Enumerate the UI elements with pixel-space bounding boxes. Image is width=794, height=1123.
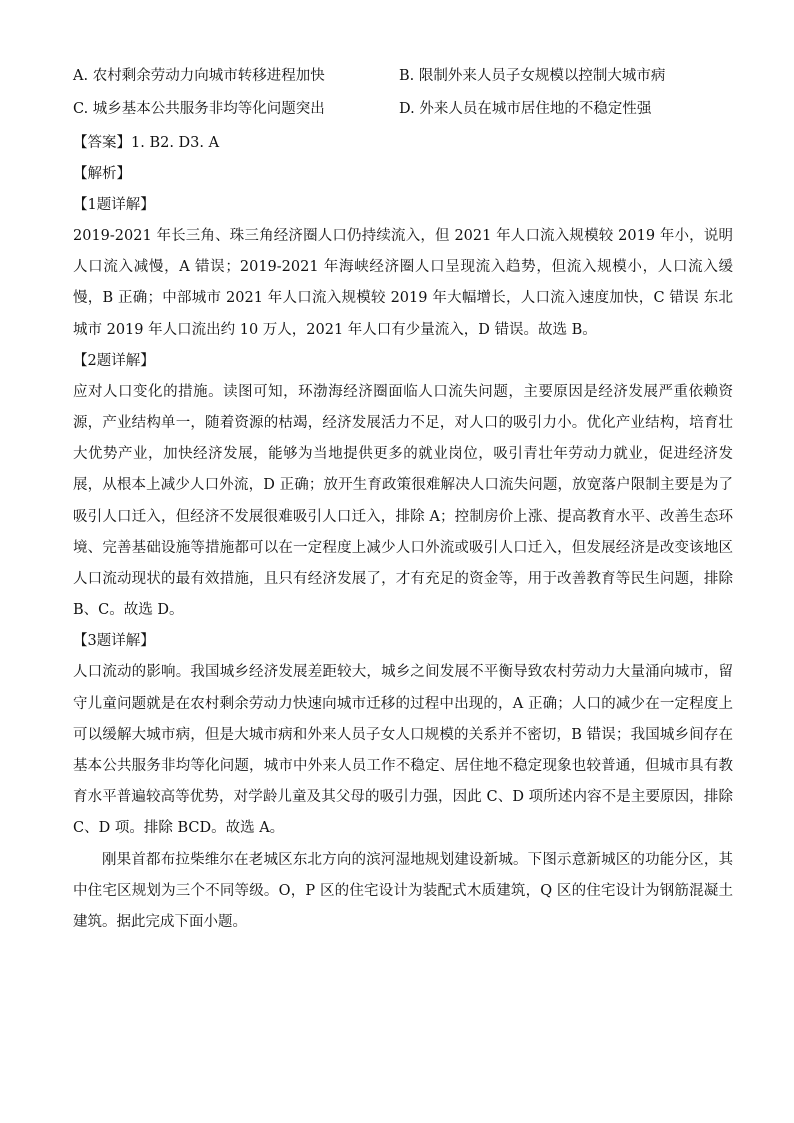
q1-explanation: 2019-2021 年长三角、珠三角经济圈人口仍持续流入，但 2021 年人口流入规模较 2019 年小，说明人口流入减慢，A 错误；2019-2021 年海峡经济圈人口呈现流入趋势，但流入规模小，人口流入缓慢，B 正确；中部城市 2021 年人口流入规模较 2019 年大幅增长，人口流入速度加快，C 错误 东北城市 2019 年人口流出约 10 万人，2021 年人口有少量流入，D 错误。故选 B。 [73, 228, 733, 338]
analysis-heading: 【解析】 [73, 166, 131, 182]
q2-heading: 【2题详解】 [73, 352, 155, 369]
options-row-2 [73, 97, 733, 130]
options-row-1 [73, 64, 733, 97]
answer-line: 【答案】1. B2. D3. A [73, 135, 220, 151]
option-a: A. 农村剩余劳动力向城市转移进程加快 [73, 68, 325, 84]
option-c: C. 城乡基本公共服务非均等化问题突出 [73, 101, 325, 117]
option-b: B. 限制外来人员子女规模以控制大城市病 [399, 68, 666, 84]
option-d: D. 外来人员在城市居住地的不稳定性强 [399, 101, 652, 117]
q3-heading: 【3题详解】 [73, 633, 155, 650]
q3-explanation: 人口流动的影响。我国城乡经济发展差距较大，城乡之间发展不平衡导致农村劳动力大量涌向城市，留守儿童问题就是在农村剩余劳动力快速向城市迁移的过程中出现的，A 正确；人口的减少在一定程度上可以缓解大城市病，但是大城市病和外来人员子女人口规模的关系并不密切，B 错误；我国城乡间存在基本公共服务非均等化问题，城市中外来人员工作不稳定、居住地不稳定现象也较普通，但城市具有教育水平普遍较高等优势，对学龄儿童及其父母的吸引力强，因此 C、D 项所述内容不是主要原因，排除 C、D 项。排除 BCD。故选 A。 [73, 664, 733, 837]
answer-options [73, 64, 733, 130]
explanation-body [73, 128, 733, 938]
q1-heading: 【1题详解】 [73, 197, 155, 213]
q2-explanation: 应对人口变化的措施。读图可知，环渤海经济圈面临人口流失问题，主要原因是经济发展严重依赖资源，产业结构单一，随着资源的枯竭，经济发展活力不足，对人口的吸引力小。优化产业结构，培育壮大优势产业，加快经济发展，能够为当地提供更多的就业岗位，吸引青壮年劳动力就业，促进经济发展，从根本上减少人口外流，D 正确；放开生育政策很难解决人口流失问题，放宽落户限制主要是为了吸引人口迁入，但经济不发展很难吸引人口迁入，排除 A；控制房价上涨、提高教育水平、改善生态环境、完善基础设施等措施都可以在一定程度上减少人口外流或吸引人口迁入，但发展经济是改变该地区人口流动现状的最有效措施，且只有经济发展了，才有充足的资金等，用于改善教育等民生问题，排除 B、C。故选 D。 [73, 383, 733, 619]
question-intro: 刚果首都布拉柴维尔在老城区东北方向的滨河湿地规划建设新城。下图示意新城区的功能分区，其中住宅区规划为三个不同等级。O，P 区的住宅设计为装配式木质建筑，Q 区的住宅设计为钢筋混凝土建筑。据此完成下面小题。 [73, 851, 733, 931]
